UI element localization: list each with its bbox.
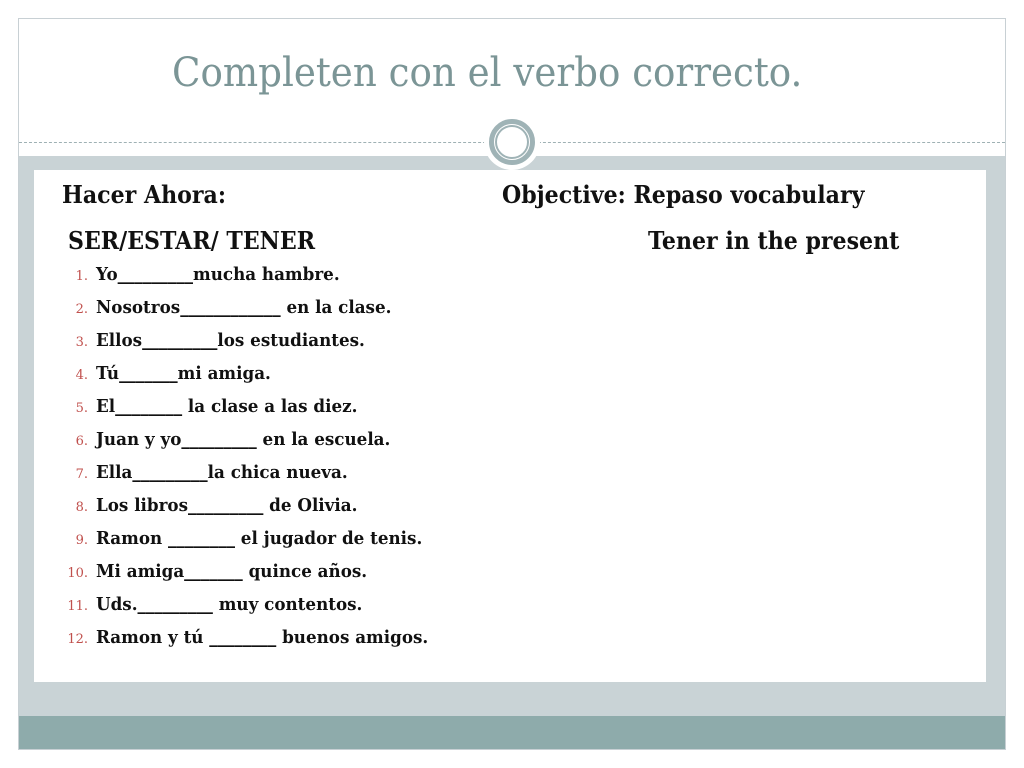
item-number: 12. bbox=[67, 632, 88, 647]
item-text: Juan y yo_________ en la escuela. bbox=[96, 429, 391, 450]
list-item bbox=[40, 297, 740, 330]
do-now-heading: Hacer Ahora: bbox=[62, 180, 226, 209]
list-item bbox=[40, 528, 740, 561]
item-text: Yo_________mucha hambre. bbox=[96, 264, 340, 285]
objective-subheading: Tener in the present bbox=[648, 226, 900, 255]
item-number: 2. bbox=[75, 302, 88, 317]
item-text: El________ la clase a las diez. bbox=[96, 396, 358, 417]
bottom-bar bbox=[19, 716, 1005, 749]
item-number: 6. bbox=[75, 434, 88, 449]
item-text: Ramon ________ el jugador de tenis. bbox=[96, 528, 423, 549]
list-item bbox=[40, 363, 740, 396]
item-text: Uds._________ muy contentos. bbox=[96, 594, 363, 615]
list-item bbox=[40, 594, 740, 627]
objective-heading: Objective: Repaso vocabulary bbox=[502, 180, 865, 209]
list-item bbox=[40, 627, 740, 660]
item-number: 5. bbox=[75, 401, 88, 416]
list-item bbox=[40, 330, 740, 363]
item-text: Los libros_________ de Olivia. bbox=[96, 495, 358, 516]
exercise-list bbox=[40, 264, 740, 660]
item-text: Ramon y tú ________ buenos amigos. bbox=[96, 627, 429, 648]
item-text: Ella_________la chica nueva. bbox=[96, 462, 348, 483]
item-text: Nosotros____________ en la clase. bbox=[96, 297, 392, 318]
item-text: Tú_______mi amiga. bbox=[96, 363, 271, 384]
circle-ornament-inner bbox=[495, 125, 529, 159]
list-item bbox=[40, 495, 740, 528]
item-number: 10. bbox=[67, 566, 88, 581]
item-text: Ellos_________los estudiantes. bbox=[96, 330, 365, 351]
list-item bbox=[40, 561, 740, 594]
item-number: 8. bbox=[75, 500, 88, 515]
item-number: 11. bbox=[67, 599, 88, 614]
item-number: 9. bbox=[75, 533, 88, 548]
list-item bbox=[40, 429, 740, 462]
list-item bbox=[40, 396, 740, 429]
item-number: 3. bbox=[75, 335, 88, 350]
slide-title: Completen con el verbo correcto. bbox=[172, 50, 803, 96]
item-number: 4. bbox=[75, 368, 88, 383]
item-text: Mi amiga_______ quince años. bbox=[96, 561, 368, 582]
item-number: 7. bbox=[75, 467, 88, 482]
item-number: 1. bbox=[75, 269, 88, 284]
verbs-heading: SER/ESTAR/ TENER bbox=[68, 226, 316, 255]
list-item bbox=[40, 264, 740, 297]
list-item bbox=[40, 462, 740, 495]
